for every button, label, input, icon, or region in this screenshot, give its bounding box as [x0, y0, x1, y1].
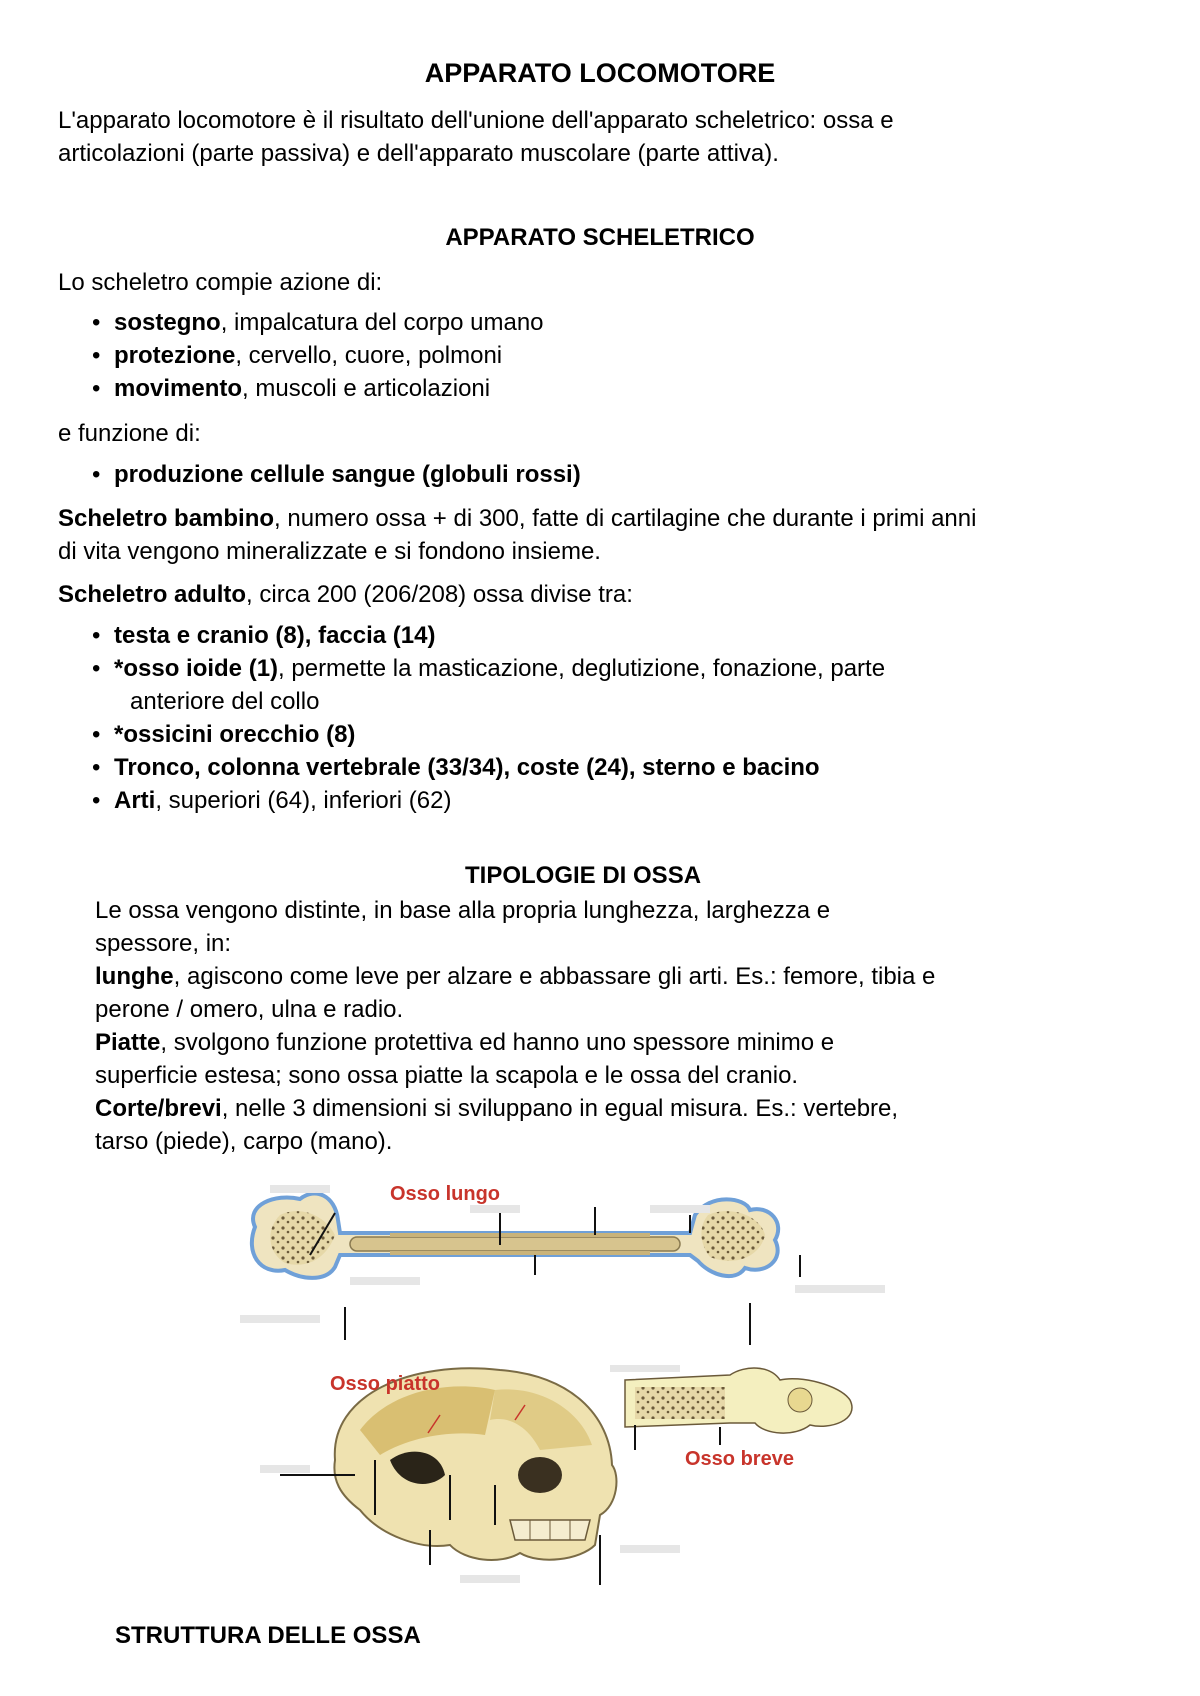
list-item: • *osso ioide (1), permette la masticazione, deglutizione, fonazione, parte — [92, 653, 885, 685]
scheletro-bambino-line-2: di vita vengono mineralizzate e si fondono insieme. — [58, 538, 601, 565]
ossa-piatte-line-1: Piatte, svolgono funzione protettiva ed hanno uno spessore minimo e — [95, 1029, 835, 1056]
bullet-icon: • — [92, 309, 101, 336]
section-heading-tipologie: TIPOLOGIE DI OSSA — [465, 862, 702, 889]
list-item-continuation: anteriore del collo — [130, 688, 320, 715]
ossa-corte-line-1: Corte/brevi, nelle 3 dimensioni si sviluppano in egual misura. Es.: vertebre, — [95, 1095, 899, 1122]
bullet-icon: • — [92, 787, 101, 814]
list-item: • protezione, cervello, cuore, polmoni — [92, 340, 502, 372]
ossa-lunghe-line-1: lunghe, agiscono come leve per alzare e abbassare gli arti. Es.: femore, tibia e — [95, 963, 936, 990]
ossa-piatte-line-2: superficie estesa; sono ossa piatte la scapola e le ossa del cranio. — [95, 1062, 799, 1089]
long-bone-shape — [240, 1185, 885, 1345]
section-heading-scheletrico: APPARATO SCHELETRICO — [445, 224, 755, 251]
scheletrico-lead: Lo scheletro compie azione di: — [58, 269, 383, 296]
bone-illustration — [240, 1175, 940, 1605]
skull-shape — [260, 1368, 680, 1585]
bullet-icon: • — [92, 655, 101, 682]
bone-types-figure — [240, 1175, 940, 1605]
bullet-icon: • — [92, 342, 101, 369]
list-item: • testa e cranio (8), faccia (14) — [92, 620, 435, 652]
section-heading-struttura: STRUTTURA DELLE OSSA — [115, 1622, 421, 1649]
tipologie-lead-1: Le ossa vengono distinte, in base alla propria lunghezza, larghezza e — [95, 897, 831, 924]
page-title: APPARATO LOCOMOTORE — [424, 58, 776, 88]
label-osso-piatto: Osso piatto — [330, 1373, 441, 1395]
intro-line-1: L'apparato locomotore è il risultato dell'unione dell'apparato scheletrico: ossa e — [58, 107, 894, 134]
bullet-icon: • — [92, 622, 101, 649]
ossa-corte-line-2: tarso (piede), carpo (mano). — [95, 1128, 393, 1155]
tipologie-lead-2: spessore, in: — [95, 930, 232, 957]
bullet-icon: • — [92, 461, 101, 488]
ossa-lunghe-line-2: perone / omero, ulna e radio. — [95, 996, 404, 1023]
bullet-icon: • — [92, 375, 101, 402]
scheletro-adulto: Scheletro adulto, circa 200 (206/208) ossa divise tra: — [58, 581, 633, 608]
bullet-icon: • — [92, 721, 101, 748]
funzione-lead: e funzione di: — [58, 420, 201, 447]
list-item: • movimento, muscoli e articolazioni — [92, 373, 490, 405]
bullet-icon: • — [92, 754, 101, 781]
list-item: • Tronco, colonna vertebrale (33/34), coste (24), sterno e bacino — [92, 752, 820, 784]
scheletro-bambino-line-1: Scheletro bambino, numero ossa + di 300, fatte di cartilagine che durante i primi anni — [58, 505, 977, 532]
label-osso-lungo: Osso lungo — [390, 1183, 500, 1205]
list-item: • sostegno, impalcatura del corpo umano — [92, 307, 544, 339]
list-item: • Arti, superiori (64), inferiori (62) — [92, 785, 451, 817]
list-item: • produzione cellule sangue (globuli rossi) — [92, 459, 581, 491]
list-item: • *ossicini orecchio (8) — [92, 719, 355, 751]
label-osso-breve: Osso breve — [685, 1448, 794, 1470]
intro-line-2: articolazioni (parte passiva) e dell'apparato muscolare (parte attiva). — [58, 140, 779, 167]
short-bone-shape — [610, 1365, 852, 1450]
